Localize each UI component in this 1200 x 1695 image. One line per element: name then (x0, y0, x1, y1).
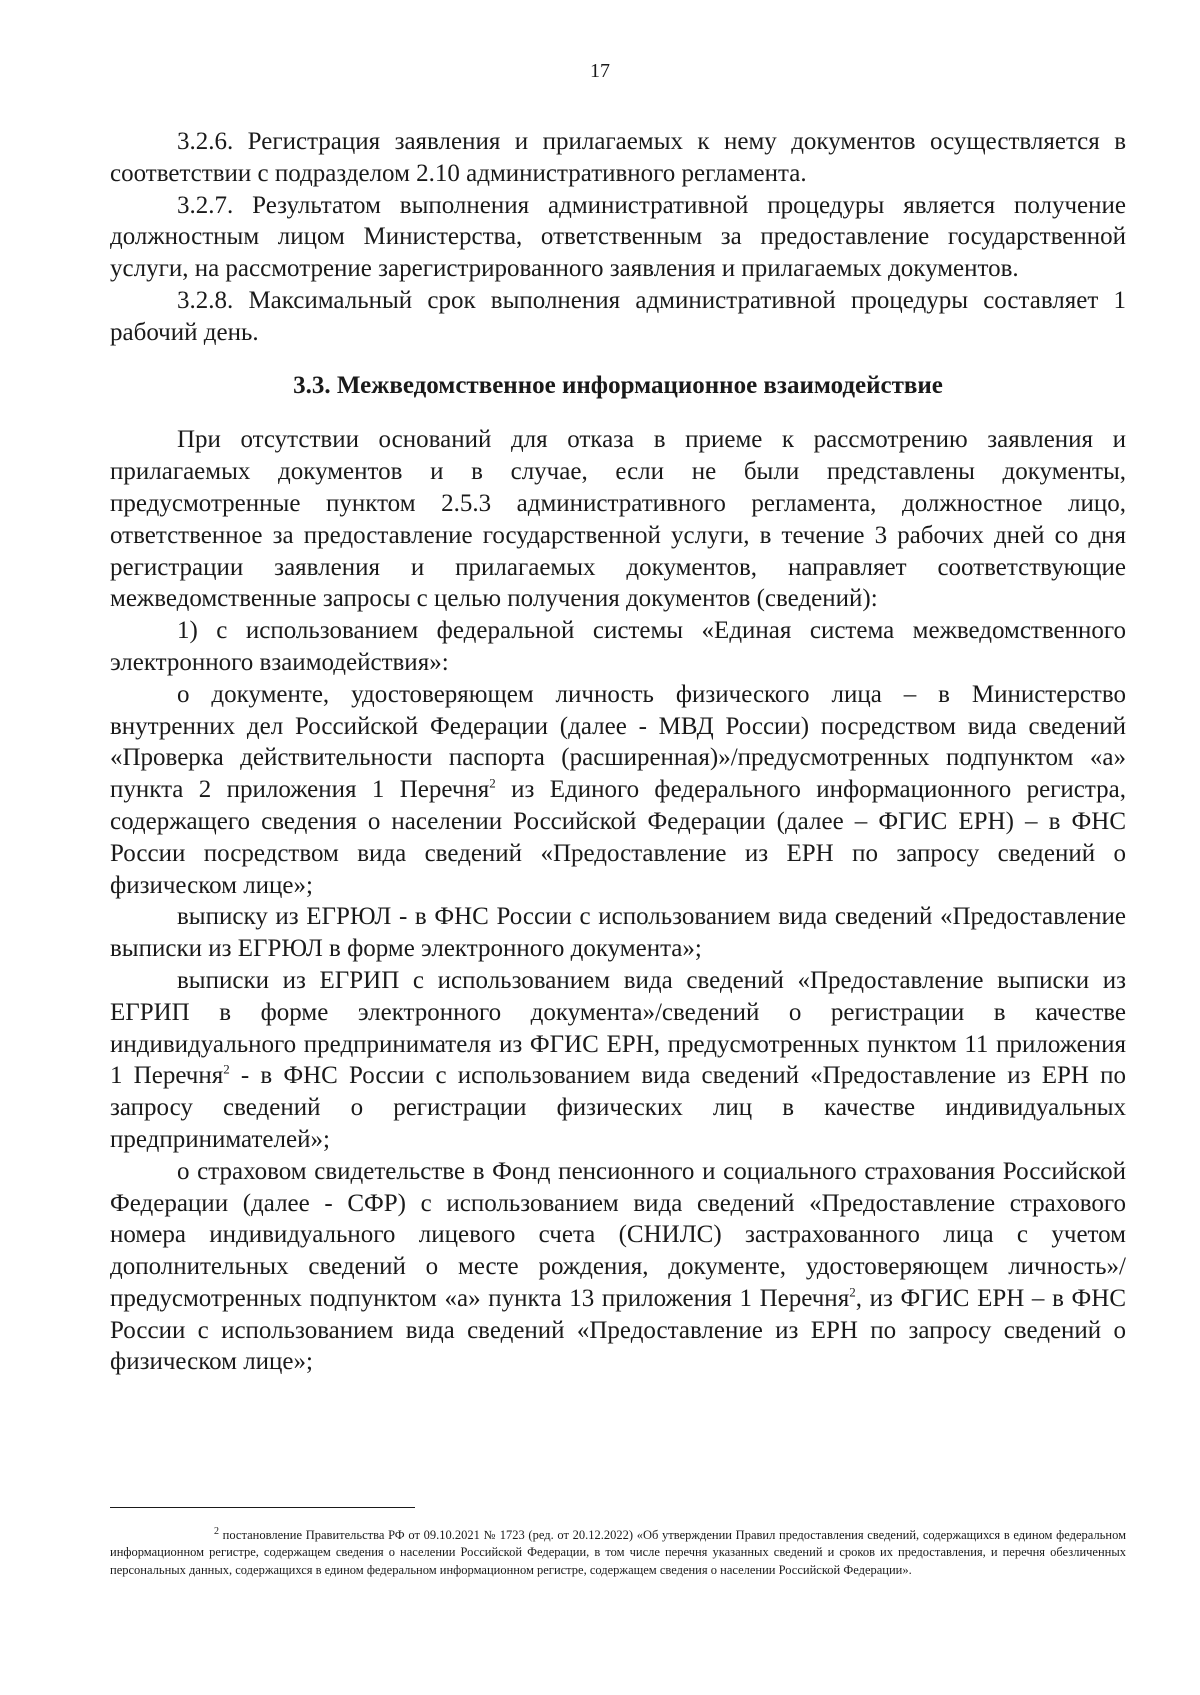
footnote-marker: 2 (214, 1525, 219, 1537)
paragraph-item-1: 1) с использованием федеральной системы «Единая система межведомственного электронного взаимодействия»: (110, 617, 1126, 676)
section-heading-3-3: 3.3. Межведомственное информационное взаимодействие (293, 371, 943, 399)
paragraph-snils (110, 1156, 1126, 1379)
snils-text-start: о страховом свидетельстве в Фонд пенсионного и социального страхования Российской Федерации (далее - СФР) с использованием вида сведений «Предоставление страхового номера индивидуального лицевого счета (СНИЛС) застрахованного лица с учетом дополнительных сведений о месте рождения, документе, удостоверяющем личность»/предусмотренных подпунктом «а» пункта 13 приложения 1 Перечня (110, 1157, 1126, 1312)
paragraph-passport (110, 679, 1126, 902)
footnote (110, 1527, 1126, 1580)
egrip-text-start: выписки из ЕГРИП с использованием вида сведений «Предоставление выписки из ЕГРИП в форме электронного документа»/сведений о регистрации в качестве индивидуального предпринимателя из ФГИС ЕРН, предусмотренных пунктом 11 приложения 1 Перечня (110, 966, 1126, 1090)
footnote-separator (110, 1507, 415, 1508)
page-number: 17 (590, 60, 610, 82)
paragraph-3-2-7: 3.2.7. Результатом выполнения административной процедуры является получение должностным лицом Министерства, ответственным за предоставление государственной услуги, на рассмотрение зарегистрированного заявления и прилагаемых документов. (110, 191, 1126, 283)
paragraph-3-2-8: 3.2.8. Максимальный срок выполнения административной процедуры составляет 1 рабочий день. (110, 286, 1126, 346)
paragraph-intro: При отсутствии оснований для отказа в приеме к рассмотрению заявления и прилагаемых документов и в случае, если не были представлены документы, предусмотренные пунктом 2.5.3 административного регламента, должностное лицо, ответственное за предоставление государственной услуги, в течение 3 рабочих дней со дня регистрации заявления и прилагаемых документов, направляет соответствующие межведомственные запросы с целью получения документов (сведений): (110, 426, 1126, 613)
footnote-text: постановление Правительства РФ от 09.10.2021 № 1723 (ред. от 20.12.2022) «Об утверждении Правил предоставления сведений, содержащихся в едином федеральном информационном регистре, содержащем сведения о населении Российской Федерации, в том числе перечня указанных сведений и сроков их предоставления, и перечня обезличенных персональных данных, содержащихся в едином федеральном информационном регистре, содержащем сведения о населении Российской Федерации». (110, 1527, 1126, 1577)
snils-text-end: , из ФГИС ЕРН – в ФНС России с использованием вида сведений «Предоставление из ЕРН по запросу сведений о физическом лице»; (110, 1284, 1126, 1376)
footnote-reference: 2 (223, 1061, 230, 1077)
egrip-text-end: - в ФНС России с использованием вида сведений «Предоставление из ЕРН по запросу сведений о регистрации физических лиц в качестве индивидуальных предпринимателей»; (110, 1062, 1126, 1153)
footnote-reference: 2 (849, 1284, 856, 1300)
passport-text-end: из Единого федерального информационного регистра, содержащего сведения о населении Российской Федерации (далее – ФГИС ЕРН) – в ФНС России посредством вида сведений «Предоставление из ЕРН по запросу сведений о физическом лице»; (110, 776, 1126, 899)
footnote-reference: 2 (489, 775, 496, 791)
passport-text-start: о документе, удостоверяющем личность физического лица – в Министерство внутренних дел Российской Федерации (далее - МВД России) посредством вида сведений «Проверка действительности паспорта (расширенная)»/предусмотренных подпунктом «а» пункта 2 приложения 1 Перечня (110, 680, 1126, 804)
document-body (110, 126, 1126, 1378)
paragraph-egrul: выписку из ЕГРЮЛ - в ФНС России с использованием вида сведений «Предоставление выписки из ЕГРЮЛ в форме электронного документа»; (110, 903, 1126, 963)
paragraph-3-2-6: 3.2.6. Регистрация заявления и прилагаемых к нему документов осуществляется в соответствии с подразделом 2.10 административного регламента. (110, 128, 1126, 187)
paragraph-egrip (110, 965, 1126, 1156)
